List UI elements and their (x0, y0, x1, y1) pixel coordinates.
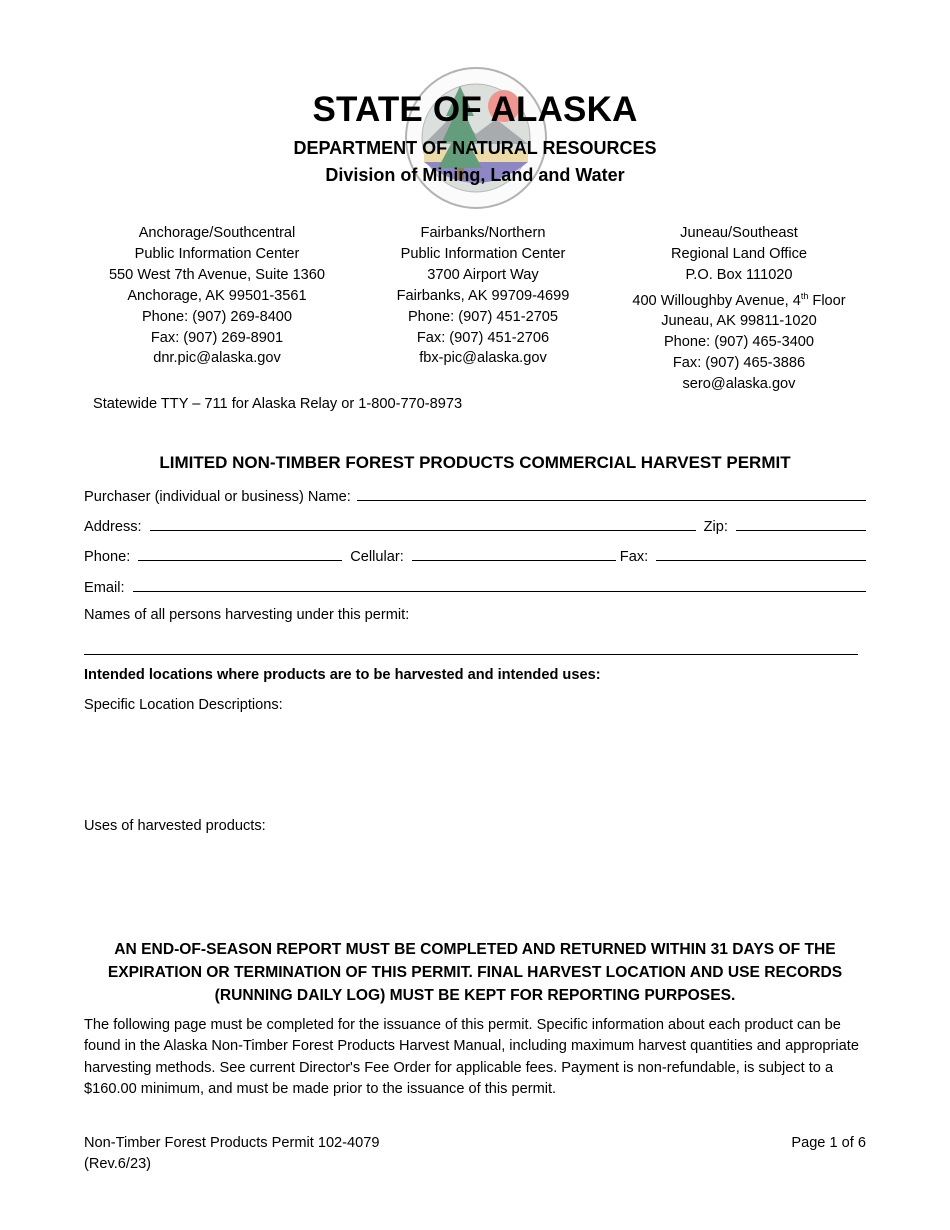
end-of-season-notice: AN END-OF-SEASON REPORT MUST BE COMPLETED AND RETURNED WITHIN 31 DAYS OF THE EXPIRATION OR TERMINATION OF THIS PERMIT. FINAL HARVEST LOCATION AND USE RECORDS (RUNNING DAILY LOG) MUST BE KEPT FOR REPORTING PURPOSES. (107, 941, 843, 1004)
office-name: Juneau/Southeast (680, 225, 798, 241)
fax-label: Fax: (619, 549, 649, 565)
office-phone: Phone: (907) 451-2705 (407, 308, 559, 325)
office-phone: Phone: (907) 465-3400 (663, 334, 815, 351)
purchaser-label: Purchaser (individual or business) Name: (84, 489, 351, 505)
persons-label: Names of all persons harvesting under this permit: (84, 607, 410, 623)
purchaser-name-field[interactable] (357, 486, 866, 501)
zip-label: Zip: (703, 519, 728, 535)
zip-field[interactable] (736, 516, 866, 531)
office-email: fbx-pic@alaska.gov (419, 350, 547, 367)
cellular-field[interactable] (412, 546, 616, 561)
email-row (84, 577, 866, 596)
office-center: Public Information Center (400, 245, 566, 262)
tty-info: Statewide TTY – 711 for Alaska Relay or 1-800-770-8973 (93, 396, 463, 412)
office-fax: Fax: (907) 451-2706 (416, 329, 550, 346)
specific-location-label: Specific Location Descriptions: (84, 697, 283, 713)
address-label: Address: (84, 519, 142, 535)
cellular-label: Cellular: (350, 549, 404, 565)
specific-location-area[interactable] (84, 718, 866, 814)
email-label: Email: (84, 580, 125, 596)
phone-field[interactable] (138, 546, 342, 561)
uses-area[interactable] (84, 839, 866, 929)
locations-heading: Intended locations where products are to be harvested and intended uses: (84, 667, 601, 683)
office-anchorage (97, 223, 337, 369)
issuance-paragraph: The following page must be completed for the issuance of this permit. Specific information about each product can be found in the Alaska Non-Timber Forest Products Harvest Manual, including maximum harvest quantities and appropriate harvesting methods. See current Director's Fee Order for applicable fees. Payment is non-refundable, is subject to a $160.00 minimum, and must be made prior to the issuance of this permit. (84, 1017, 859, 1097)
footer-left (84, 1133, 380, 1174)
uses-label: Uses of harvested products: (84, 818, 266, 834)
office-juneau (612, 223, 866, 395)
footer-revision: (Rev.6/23) (84, 1155, 152, 1172)
form-title: LIMITED NON-TIMBER FOREST PRODUCTS COMMERCIAL HARVEST PERMIT (159, 453, 791, 472)
office-street: 400 Willoughby Avenue, 4th Floor (632, 290, 846, 309)
persons-field[interactable] (84, 640, 858, 655)
division-title: Division of Mining, Land and Water (325, 165, 625, 185)
office-email: sero@alaska.gov (682, 376, 796, 393)
office-fax: Fax: (907) 465-3886 (672, 355, 806, 372)
state-title: STATE OF ALASKA (312, 90, 638, 129)
office-city: Fairbanks, AK 99709-4699 (396, 287, 570, 304)
office-email: dnr.pic@alaska.gov (153, 350, 281, 367)
address-row (84, 516, 866, 535)
address-field[interactable] (150, 516, 696, 531)
office-city: Anchorage, AK 99501-3561 (127, 287, 307, 304)
office-center: Public Information Center (134, 245, 300, 262)
office-fairbanks (373, 223, 593, 369)
office-city: Juneau, AK 99811-1020 (661, 313, 817, 330)
office-phone: Phone: (907) 269-8400 (141, 308, 293, 325)
phone-row (84, 546, 866, 565)
office-fax: Fax: (907) 269-8901 (150, 329, 284, 346)
office-name: Anchorage/Southcentral (138, 225, 296, 241)
office-name: Fairbanks/Northern (420, 225, 546, 241)
purchaser-row (84, 486, 866, 505)
phone-label: Phone: (84, 549, 131, 565)
office-address: 3700 Airport Way (427, 266, 539, 283)
office-address: P.O. Box 111020 (685, 266, 793, 283)
department-title: DEPARTMENT OF NATURAL RESOURCES (293, 138, 657, 158)
office-address: 550 West 7th Avenue, Suite 1360 (108, 266, 326, 283)
footer-page-number: Page 1 of 6 (791, 1135, 866, 1151)
footer-form-name: Non-Timber Forest Products Permit 102-4079 (84, 1135, 380, 1151)
fax-field[interactable] (656, 546, 866, 561)
email-field[interactable] (133, 577, 866, 592)
office-center: Regional Land Office (670, 245, 808, 262)
